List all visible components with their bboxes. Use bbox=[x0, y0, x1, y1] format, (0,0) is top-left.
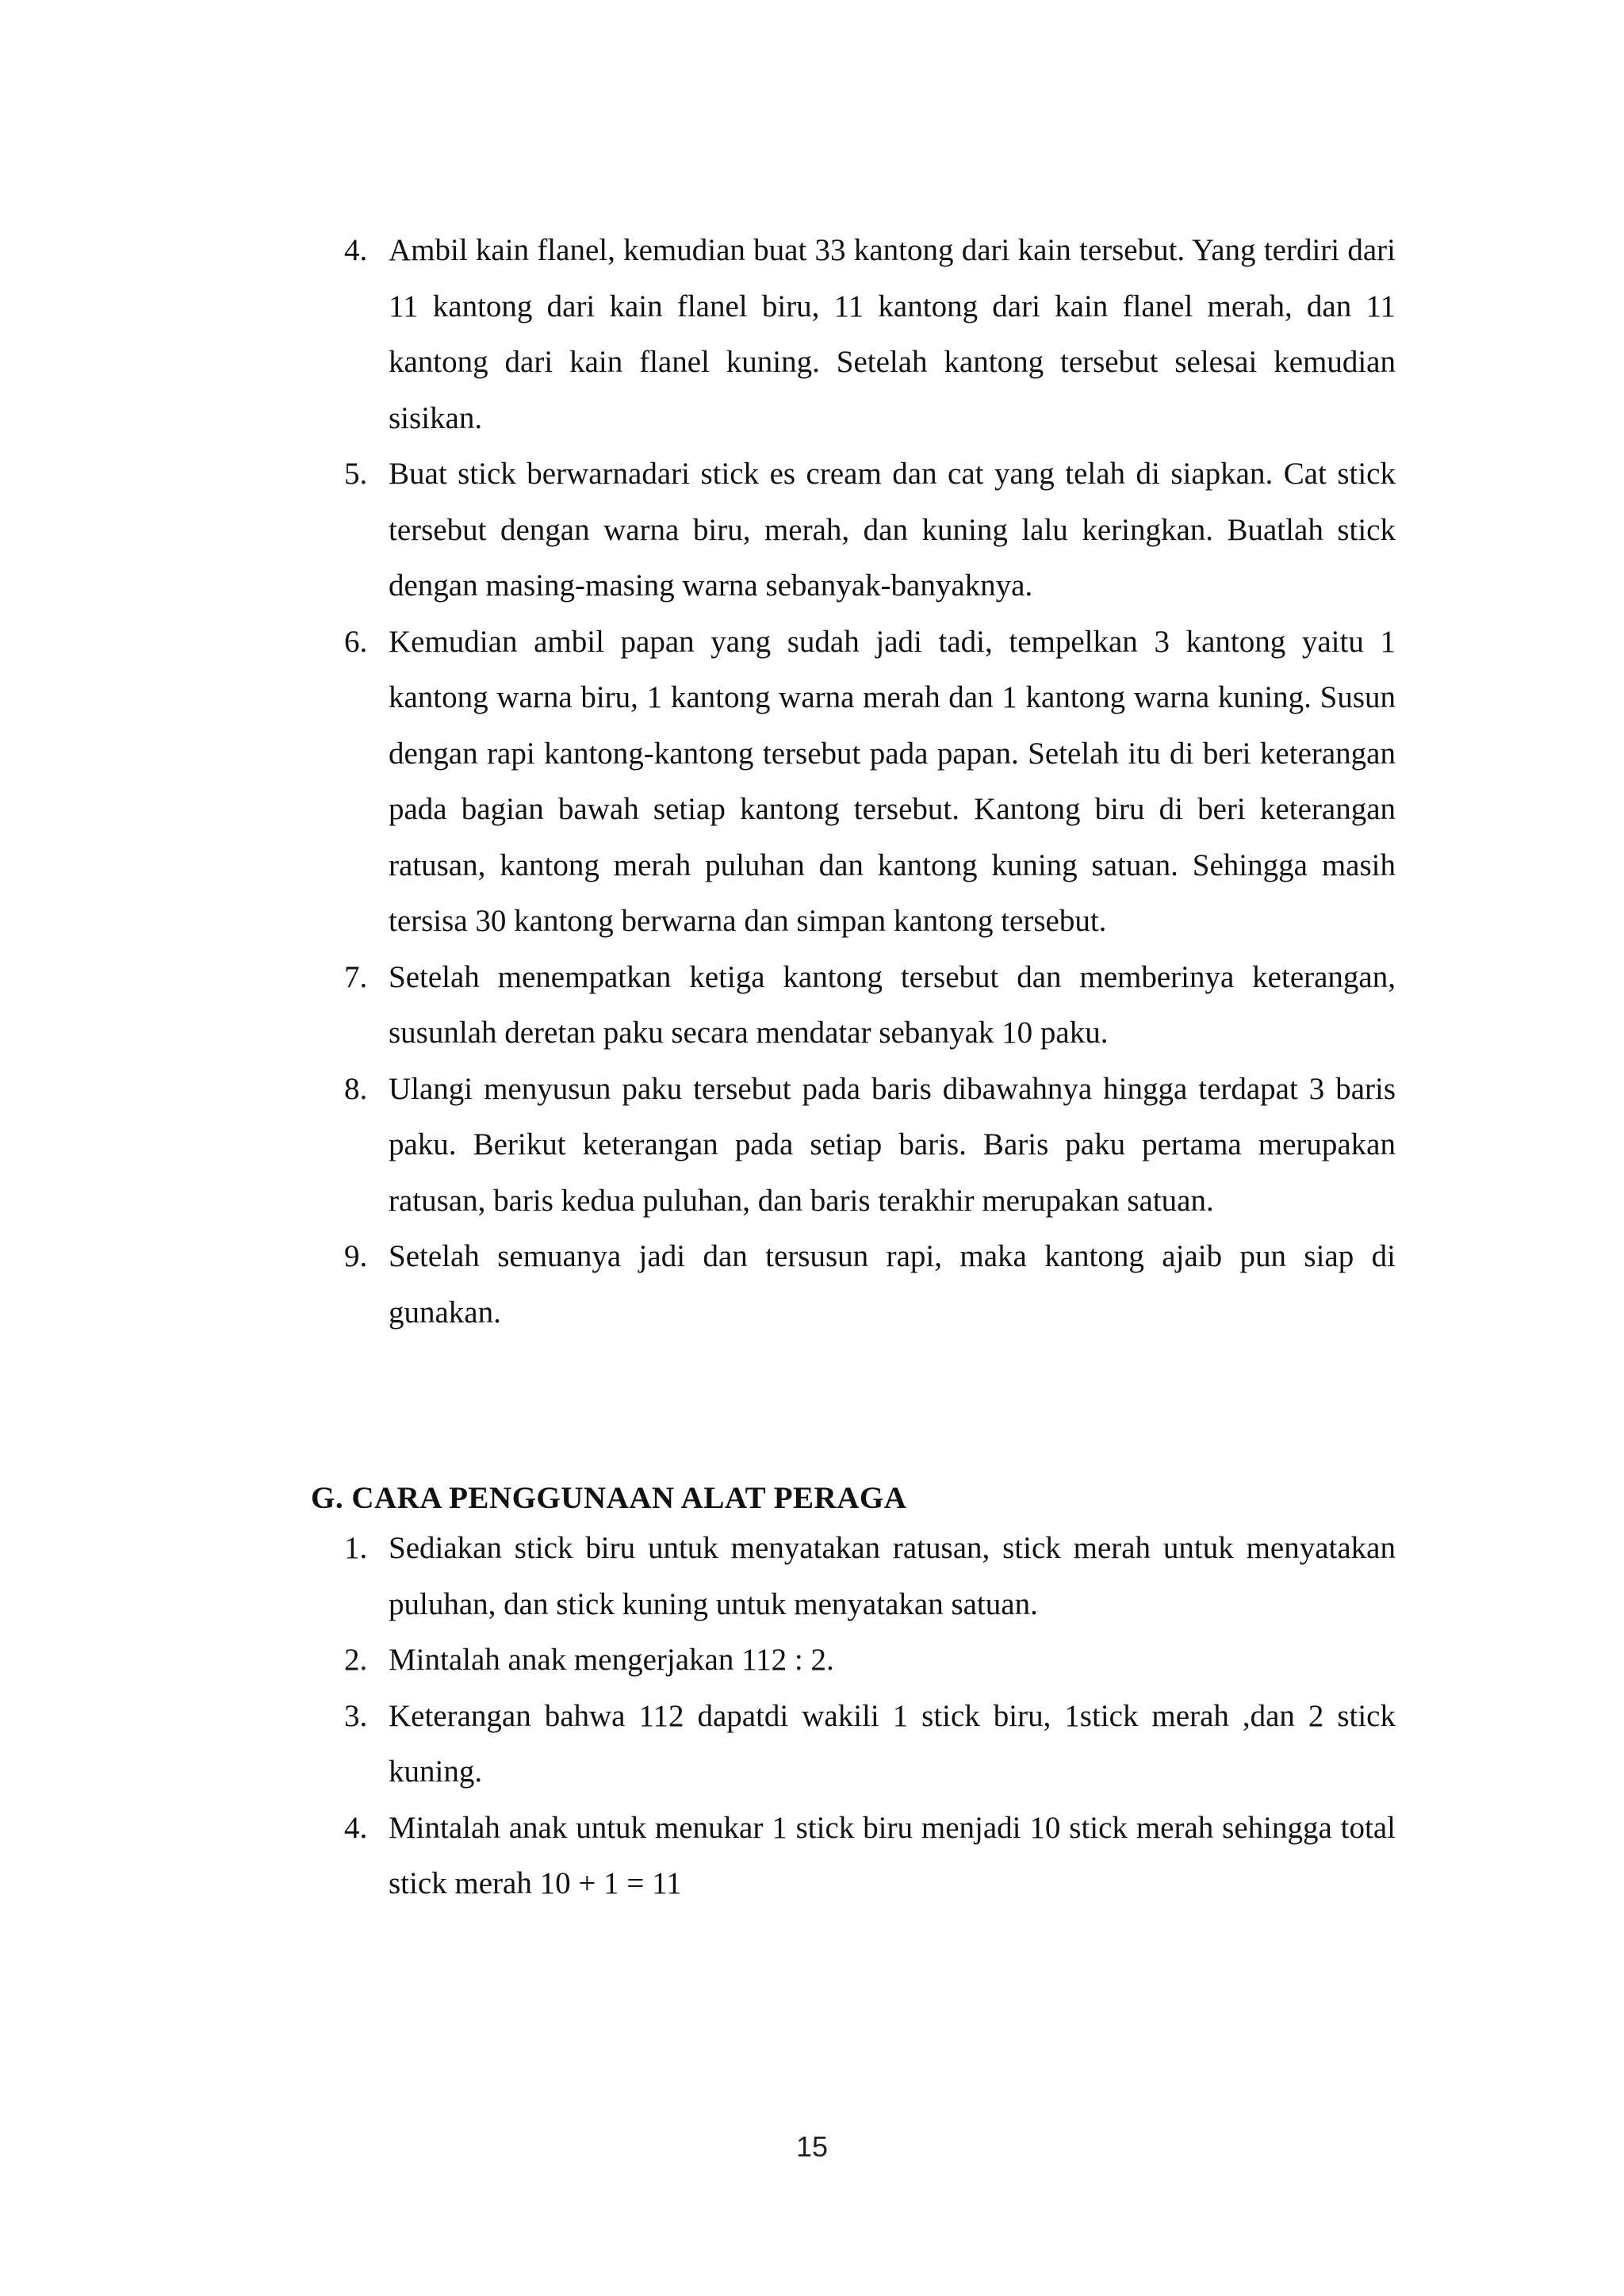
list-item-text: Kemudian ambil papan yang sudah jadi tadi, tempelkan 3 kantong yaitu 1 kantong warna biru, 1 kantong warna merah dan 1 kantong warna kuning. Susun dengan rapi kantong-kantong tersebut pada papan. Setelah itu di beri keterangan pada bagian bawah setiap kantong tersebut. Kantong biru di beri keterangan ratusan, kantong merah puluhan dan kantong kuning satuan. Sehingga masih tersisa 30 kantong berwarna dan simpan kantong tersebut. bbox=[389, 624, 1396, 938]
list-item-text: Keterangan bahwa 112 dapatdi wakili 1 stick biru, 1stick merah ,dan 2 stick kuning. bbox=[389, 1698, 1396, 1789]
list-item bbox=[344, 1632, 1396, 1689]
list-item-text: Ambil kain flanel, kemudian buat 33 kantong dari kain tersebut. Yang terdiri dari 11 kantong dari kain flanel biru, 11 kantong dari kain flanel merah, dan 11 kantong dari kain flanel kuning. Setelah kantong tersebut selesai kemudian sisikan. bbox=[389, 233, 1396, 435]
list-item bbox=[344, 1689, 1396, 1800]
list-item-number: 4. bbox=[344, 233, 368, 267]
list-item-number: 4. bbox=[344, 1810, 368, 1845]
section-heading: G. CARA PENGGUNAAN ALAT PERAGA bbox=[311, 1481, 907, 1515]
list-item-text: Ulangi menyusun paku tersebut pada baris dibawahnya hingga terdapat 3 baris paku. Berikut keterangan pada setiap baris. Baris paku pertama merupakan ratusan, baris kedua puluhan, dan baris terakhir merupakan satuan. bbox=[389, 1071, 1396, 1218]
list-item bbox=[344, 614, 1396, 950]
list-item-number: 5. bbox=[344, 457, 368, 491]
list-item bbox=[344, 446, 1396, 614]
list-item-text: Buat stick berwarnadari stick es cream dan cat yang telah di siapkan. Cat stick tersebut dengan warna biru, merah, dan kuning lalu keringkan. Buatlah stick dengan masing-masing warna sebanyak-banyaknya. bbox=[389, 457, 1396, 603]
list-item-text: Mintalah anak untuk menukar 1 stick biru menjadi 10 stick merah sehingga total stick merah 10 + 1 = 11 bbox=[389, 1810, 1396, 1900]
list-item bbox=[344, 1521, 1396, 1632]
list-item-text: Mintalah anak mengerjakan 112 : 2. bbox=[389, 1643, 834, 1677]
list-item-text: Setelah menempatkan ketiga kantong tersebut dan memberinya keterangan, susunlah deretan paku secara mendatar sebanyak 10 paku. bbox=[389, 959, 1396, 1050]
list-item-number: 6. bbox=[344, 624, 368, 659]
steps-list-continued bbox=[344, 223, 1396, 1341]
list-item bbox=[344, 1062, 1396, 1230]
list-item bbox=[344, 223, 1396, 446]
steps-list-usage bbox=[344, 1521, 1396, 1912]
list-item bbox=[344, 950, 1396, 1062]
list-item bbox=[344, 1229, 1396, 1341]
list-item-text: Sediakan stick biru untuk menyatakan ratusan, stick merah untuk menyatakan puluhan, dan stick kuning untuk menyatakan satuan. bbox=[389, 1531, 1396, 1621]
list-item-number: 3. bbox=[344, 1698, 368, 1733]
list-item-number: 1. bbox=[344, 1531, 368, 1565]
list-item-number: 7. bbox=[344, 959, 368, 994]
list-item-number: 8. bbox=[344, 1071, 368, 1106]
list-item-text: Setelah semuanya jadi dan tersusun rapi, maka kantong ajaib pun siap di gunakan. bbox=[389, 1239, 1396, 1330]
list-item bbox=[344, 1800, 1396, 1912]
list-item-number: 2. bbox=[344, 1643, 368, 1677]
list-item-number: 9. bbox=[344, 1239, 368, 1273]
page-number: 15 bbox=[795, 2130, 829, 2163]
